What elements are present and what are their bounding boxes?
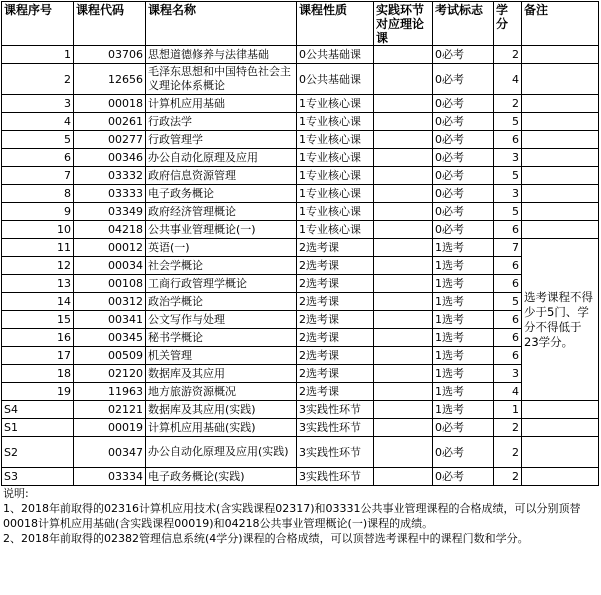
cell-course-seq: S3 (2, 468, 74, 486)
cell-course-seq: 7 (2, 167, 74, 185)
cell-course-nature: 2选考课 (297, 347, 374, 365)
cell-remarks (522, 419, 599, 437)
cell-remarks (522, 437, 599, 468)
cell-course-name: 政府信息资源管理 (146, 167, 297, 185)
notes-section (1, 486, 598, 546)
header-practice-theory: 实践环节对应理论课 (374, 2, 433, 46)
header-credits: 学分 (494, 2, 522, 46)
cell-credits: 6 (494, 221, 522, 239)
cell-credits: 5 (494, 113, 522, 131)
header-course-code: 课程代码 (74, 2, 146, 46)
table-row (2, 239, 599, 257)
cell-course-seq: 2 (2, 64, 74, 95)
cell-course-nature: 2选考课 (297, 329, 374, 347)
cell-remarks (522, 113, 599, 131)
cell-remarks (522, 167, 599, 185)
cell-credits: 5 (494, 203, 522, 221)
cell-course-code: 00312 (74, 293, 146, 311)
cell-course-name: 办公自动化原理及应用 (146, 149, 297, 167)
cell-credits: 3 (494, 149, 522, 167)
cell-course-name: 工商行政管理学概论 (146, 275, 297, 293)
cell-credits: 6 (494, 311, 522, 329)
cell-course-nature: 2选考课 (297, 383, 374, 401)
cell-course-nature: 2选考课 (297, 365, 374, 383)
table-row (2, 401, 599, 419)
course-table (1, 1, 599, 486)
cell-course-nature: 3实践性环节 (297, 437, 374, 468)
cell-course-seq: 12 (2, 257, 74, 275)
cell-remarks (522, 401, 599, 419)
cell-credits: 6 (494, 257, 522, 275)
cell-course-code: 03334 (74, 468, 146, 486)
cell-remarks (522, 64, 599, 95)
cell-course-code: 00019 (74, 419, 146, 437)
cell-course-code: 03706 (74, 46, 146, 64)
cell-course-name: 社会学概论 (146, 257, 297, 275)
cell-credits: 3 (494, 365, 522, 383)
cell-practice-theory (374, 95, 433, 113)
table-row (2, 311, 599, 329)
table-row (2, 149, 599, 167)
cell-practice-theory (374, 257, 433, 275)
table-row (2, 221, 599, 239)
cell-course-name: 英语(一) (146, 239, 297, 257)
cell-course-nature: 3实践性环节 (297, 419, 374, 437)
table-row (2, 437, 599, 468)
cell-course-name: 计算机应用基础 (146, 95, 297, 113)
cell-remarks (522, 149, 599, 167)
cell-course-nature: 3实践性环节 (297, 468, 374, 486)
cell-course-name: 办公自动化原理及应用(实践) (146, 437, 297, 468)
cell-course-name: 政治学概论 (146, 293, 297, 311)
cell-credits: 6 (494, 275, 522, 293)
cell-practice-theory (374, 383, 433, 401)
cell-course-nature: 1专业核心课 (297, 203, 374, 221)
cell-course-name: 公文写作与处理 (146, 311, 297, 329)
cell-course-seq: 5 (2, 131, 74, 149)
cell-course-code: 03332 (74, 167, 146, 185)
table-row (2, 347, 599, 365)
cell-credits: 2 (494, 419, 522, 437)
cell-course-code: 02120 (74, 365, 146, 383)
cell-practice-theory (374, 167, 433, 185)
table-row (2, 95, 599, 113)
cell-course-seq: 10 (2, 221, 74, 239)
cell-course-name: 思想道德修养与法律基础 (146, 46, 297, 64)
cell-credits: 6 (494, 131, 522, 149)
cell-course-seq: 8 (2, 185, 74, 203)
cell-course-name: 电子政务概论 (146, 185, 297, 203)
cell-exam-flag: 0必考 (433, 167, 494, 185)
cell-exam-flag: 1选考 (433, 383, 494, 401)
cell-course-name: 政府经济管理概论 (146, 203, 297, 221)
table-row (2, 131, 599, 149)
cell-credits: 6 (494, 329, 522, 347)
cell-course-name: 毛泽东思想和中国特色社会主义理论体系概论 (146, 64, 297, 95)
cell-exam-flag: 0必考 (433, 113, 494, 131)
cell-exam-flag: 1选考 (433, 401, 494, 419)
cell-course-seq: 1 (2, 46, 74, 64)
cell-remarks (522, 46, 599, 64)
cell-course-nature: 2选考课 (297, 239, 374, 257)
cell-remarks (522, 131, 599, 149)
cell-course-code: 02121 (74, 401, 146, 419)
cell-practice-theory (374, 365, 433, 383)
cell-practice-theory (374, 64, 433, 95)
table-row (2, 203, 599, 221)
cell-course-seq: 19 (2, 383, 74, 401)
cell-practice-theory (374, 401, 433, 419)
cell-exam-flag: 0必考 (433, 437, 494, 468)
cell-practice-theory (374, 203, 433, 221)
cell-remarks (522, 203, 599, 221)
cell-exam-flag: 0必考 (433, 46, 494, 64)
cell-course-code: 00034 (74, 257, 146, 275)
cell-course-seq: 16 (2, 329, 74, 347)
table-row (2, 365, 599, 383)
cell-course-code: 00341 (74, 311, 146, 329)
cell-course-code: 03349 (74, 203, 146, 221)
cell-practice-theory (374, 149, 433, 167)
cell-course-code: 00277 (74, 131, 146, 149)
cell-credits: 3 (494, 185, 522, 203)
cell-course-nature: 1专业核心课 (297, 131, 374, 149)
header-remarks: 备注 (522, 2, 599, 46)
cell-practice-theory (374, 221, 433, 239)
table-row (2, 46, 599, 64)
cell-exam-flag: 1选考 (433, 257, 494, 275)
cell-course-seq: 4 (2, 113, 74, 131)
cell-course-code: 11963 (74, 383, 146, 401)
table-row (2, 185, 599, 203)
cell-course-nature: 1专业核心课 (297, 95, 374, 113)
cell-course-code: 04218 (74, 221, 146, 239)
cell-practice-theory (374, 275, 433, 293)
cell-credits: 5 (494, 293, 522, 311)
cell-course-nature: 1专业核心课 (297, 149, 374, 167)
cell-course-seq: 11 (2, 239, 74, 257)
cell-exam-flag: 1选考 (433, 329, 494, 347)
cell-credits: 7 (494, 239, 522, 257)
cell-course-nature: 1专业核心课 (297, 113, 374, 131)
cell-course-name: 公共事业管理概论(一) (146, 221, 297, 239)
cell-course-nature: 1专业核心课 (297, 221, 374, 239)
table-row (2, 275, 599, 293)
cell-exam-flag: 1选考 (433, 293, 494, 311)
cell-exam-flag: 0必考 (433, 131, 494, 149)
cell-course-name: 计算机应用基础(实践) (146, 419, 297, 437)
cell-credits: 4 (494, 383, 522, 401)
cell-practice-theory (374, 437, 433, 468)
cell-credits: 2 (494, 46, 522, 64)
cell-course-code: 00012 (74, 239, 146, 257)
cell-practice-theory (374, 329, 433, 347)
cell-credits: 2 (494, 437, 522, 468)
cell-course-seq: 17 (2, 347, 74, 365)
cell-course-nature: 2选考课 (297, 293, 374, 311)
cell-exam-flag: 1选考 (433, 365, 494, 383)
cell-exam-flag: 1选考 (433, 347, 494, 365)
header-exam-flag: 考试标志 (433, 2, 494, 46)
cell-course-seq: 9 (2, 203, 74, 221)
cell-course-seq: S1 (2, 419, 74, 437)
cell-course-nature: 2选考课 (297, 257, 374, 275)
cell-course-name: 行政管理学 (146, 131, 297, 149)
cell-exam-flag: 0必考 (433, 468, 494, 486)
cell-remarks (522, 221, 599, 239)
cell-credits: 5 (494, 167, 522, 185)
cell-practice-theory (374, 185, 433, 203)
cell-exam-flag: 1选考 (433, 311, 494, 329)
cell-course-code: 00347 (74, 437, 146, 468)
cell-course-name: 地方旅游资源概况 (146, 383, 297, 401)
table-row (2, 113, 599, 131)
table-header-row (2, 2, 599, 46)
cell-course-nature: 0公共基础课 (297, 46, 374, 64)
cell-practice-theory (374, 419, 433, 437)
cell-exam-flag: 0必考 (433, 64, 494, 95)
cell-practice-theory (374, 113, 433, 131)
cell-remarks (522, 95, 599, 113)
table-row (2, 257, 599, 275)
cell-course-name: 秘书学概论 (146, 329, 297, 347)
table-row (2, 293, 599, 311)
table-row (2, 383, 599, 401)
table-row (2, 419, 599, 437)
cell-remarks (522, 468, 599, 486)
cell-practice-theory (374, 293, 433, 311)
cell-course-code: 03333 (74, 185, 146, 203)
cell-course-name: 数据库及其应用(实践) (146, 401, 297, 419)
table-row (2, 329, 599, 347)
cell-course-seq: S4 (2, 401, 74, 419)
cell-credits: 2 (494, 95, 522, 113)
cell-practice-theory (374, 46, 433, 64)
cell-course-nature: 3实践性环节 (297, 401, 374, 419)
cell-course-name: 行政法学 (146, 113, 297, 131)
cell-credits: 2 (494, 468, 522, 486)
cell-course-nature: 1专业核心课 (297, 185, 374, 203)
cell-course-seq: 18 (2, 365, 74, 383)
cell-exam-flag: 0必考 (433, 203, 494, 221)
cell-course-nature: 2选考课 (297, 311, 374, 329)
notes-line-2: 2、2018年前取得的02382管理信息系统(4学分)课程的合格成绩，可以顶替选考课程中的课程门数和学分。 (3, 532, 529, 545)
cell-course-nature: 1专业核心课 (297, 167, 374, 185)
cell-course-seq: 13 (2, 275, 74, 293)
cell-course-name: 机关管理 (146, 347, 297, 365)
cell-course-code: 00018 (74, 95, 146, 113)
cell-course-seq: 14 (2, 293, 74, 311)
cell-course-code: 00509 (74, 347, 146, 365)
cell-exam-flag: 1选考 (433, 239, 494, 257)
cell-course-seq: 6 (2, 149, 74, 167)
elective-note: 选考课程不得少于5门、学分不得低于23学分。 (522, 239, 599, 401)
notes-line-1: 1、2018年前取得的02316计算机应用技术(含实践课程02317)和03331公共事业管理课程的合格成绩，可以分别顶替00018计算机应用基础(含实践课程00019)和04218公共事业管理概论(一)课程的成绩。 (3, 502, 581, 530)
table-row (2, 468, 599, 486)
cell-credits: 6 (494, 347, 522, 365)
cell-exam-flag: 0必考 (433, 419, 494, 437)
header-course-name: 课程名称 (146, 2, 297, 46)
cell-course-nature: 2选考课 (297, 275, 374, 293)
cell-exam-flag: 0必考 (433, 185, 494, 203)
cell-course-seq: S2 (2, 437, 74, 468)
cell-credits: 4 (494, 64, 522, 95)
cell-course-seq: 3 (2, 95, 74, 113)
cell-course-name: 电子政务概论(实践) (146, 468, 297, 486)
table-row (2, 64, 599, 95)
cell-course-code: 00261 (74, 113, 146, 131)
notes-title: 说明: (3, 487, 29, 500)
cell-course-code: 00346 (74, 149, 146, 167)
cell-course-nature: 0公共基础课 (297, 64, 374, 95)
cell-course-seq: 15 (2, 311, 74, 329)
cell-exam-flag: 1选考 (433, 275, 494, 293)
cell-course-code: 12656 (74, 64, 146, 95)
cell-exam-flag: 0必考 (433, 221, 494, 239)
cell-course-code: 00345 (74, 329, 146, 347)
cell-remarks (522, 185, 599, 203)
header-course-nature: 课程性质 (297, 2, 374, 46)
cell-practice-theory (374, 311, 433, 329)
cell-practice-theory (374, 347, 433, 365)
table-row (2, 167, 599, 185)
cell-practice-theory (374, 468, 433, 486)
cell-credits: 1 (494, 401, 522, 419)
cell-exam-flag: 0必考 (433, 149, 494, 167)
cell-course-name: 数据库及其应用 (146, 365, 297, 383)
cell-practice-theory (374, 239, 433, 257)
cell-practice-theory (374, 131, 433, 149)
header-course-seq: 课程序号 (2, 2, 74, 46)
cell-exam-flag: 0必考 (433, 95, 494, 113)
cell-course-code: 00108 (74, 275, 146, 293)
